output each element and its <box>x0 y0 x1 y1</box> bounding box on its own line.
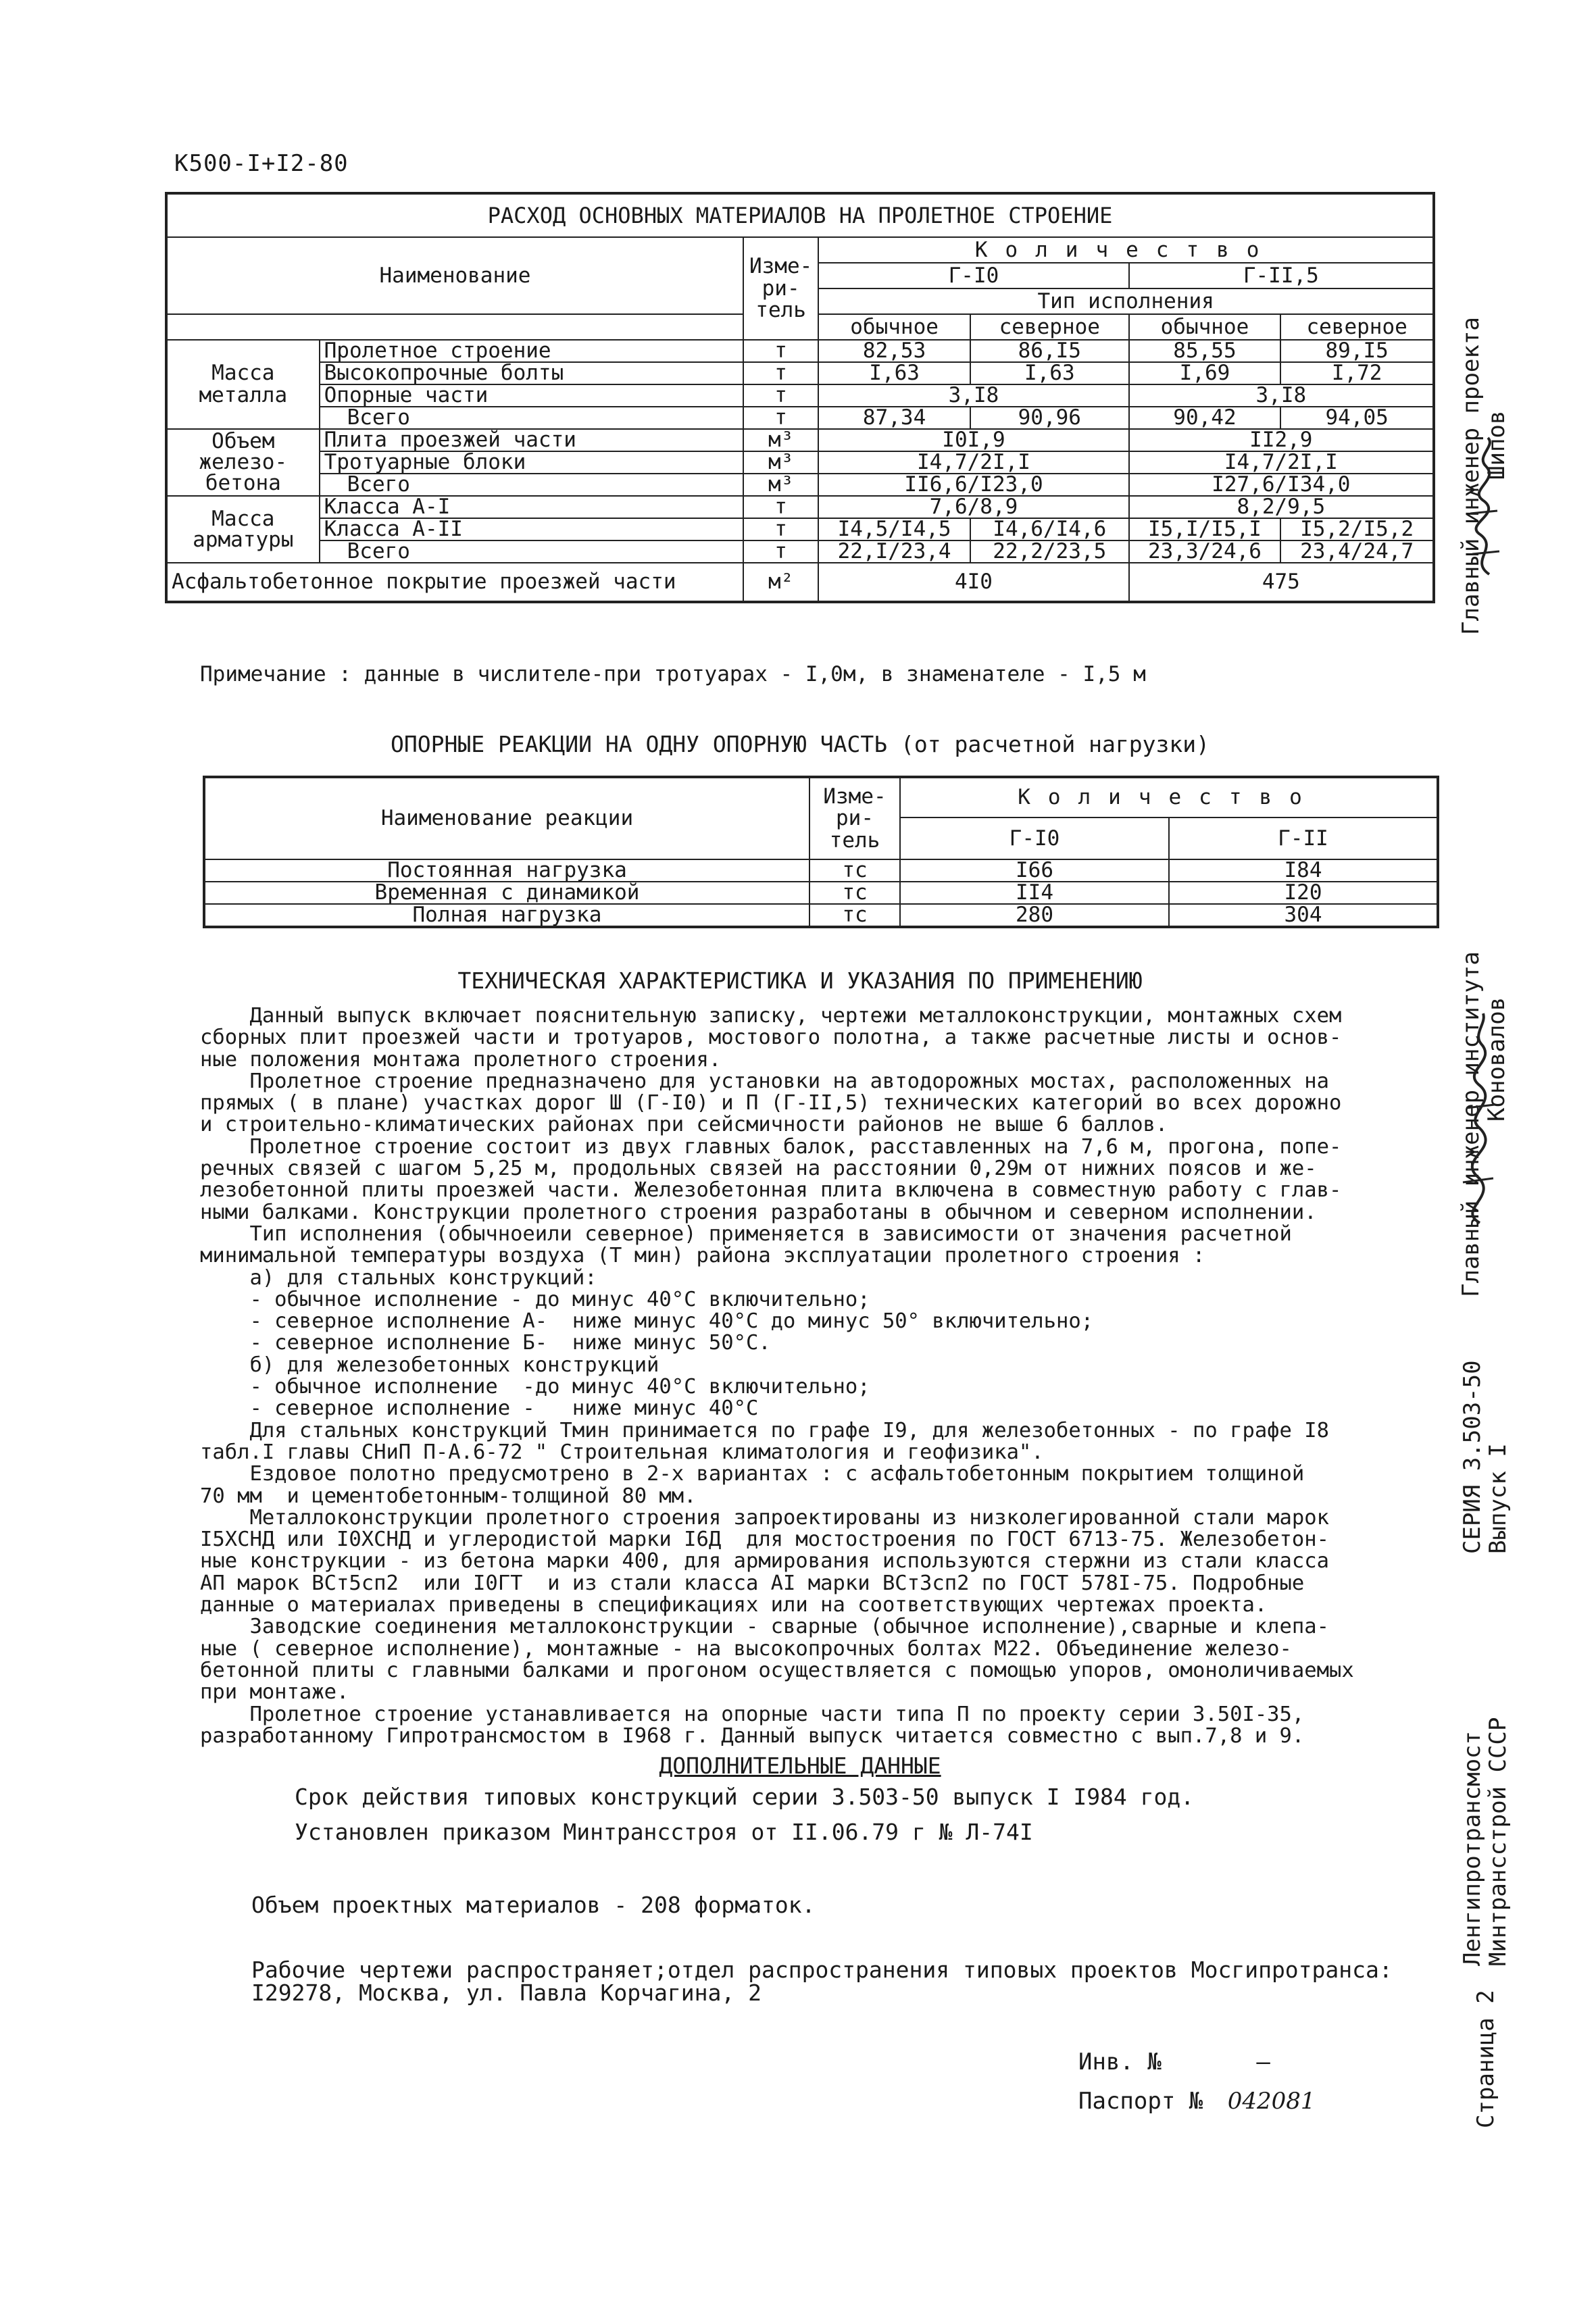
row-name: Всего <box>320 474 743 496</box>
group-g10-header: Г-I0 <box>900 818 1169 859</box>
cell: 22,I/23,4 <box>818 540 970 563</box>
tech-line: Данный выпуск включает пояснительную записку, чертежи металлоконструкции, монтажных схем <box>200 1004 1342 1028</box>
order-text: Установлен приказом Минтрансстроя от II.06.79 г № Л-74I <box>295 1819 1033 1845</box>
cell: 475 <box>1129 563 1434 602</box>
tech-line: данные о материалах приведены в спецификациях или на соответствующих чертежах проекта. <box>200 1593 1268 1617</box>
tech-line: б) для железобетонных конструкций <box>200 1353 659 1377</box>
cell: 82,53 <box>818 340 970 362</box>
cell: 4I0 <box>818 563 1128 602</box>
asphalt-unit: м² <box>743 563 818 602</box>
col-qty-header: Количество <box>900 777 1438 818</box>
cell: 90,96 <box>970 407 1129 429</box>
cell: 22,2/23,5 <box>970 540 1129 563</box>
cell: 280 <box>900 904 1169 927</box>
inventory-value: – <box>1256 2048 1270 2076</box>
cell: I0I,9 <box>818 429 1128 451</box>
tech-body <box>200 1005 1430 1747</box>
document-code: К500-I+I2-80 <box>174 150 349 177</box>
tech-line: сборных плит проезжей части и тротуаров, мостового полотна, а также расчетные листы и основ- <box>200 1026 1342 1050</box>
tech-line: речных связей с шагом 5,25 м, продольных связей на расстоянии 0,29м от нижних поясов и же- <box>200 1157 1317 1181</box>
cell: 7,6/8,9 <box>818 496 1128 518</box>
side-series-title: СЕРИЯ 3.503-50 <box>1459 1360 1486 1554</box>
tech-line: ные ( северное исполнение), монтажные - на высокопрочных болтах М22. Объединение железо- <box>200 1636 1292 1661</box>
cell: I5,2/I5,2 <box>1280 518 1434 540</box>
row-unit: тс <box>809 859 900 882</box>
group-metal: Масса металла <box>166 340 320 429</box>
tech-line: Для стальных конструкций Тмин принимается по графе I9, для железобетонных - по графе I8 <box>200 1418 1329 1442</box>
row-unit: т <box>743 384 818 407</box>
tech-line: минимальной температуры воздуха (Т мин) района эксплуатации пролетного строения : <box>200 1244 1205 1268</box>
subheader: обычное <box>1129 314 1281 340</box>
side-chief-name: Шипов <box>1483 410 1510 480</box>
materials-table-title: РАСХОД ОСНОВНЫХ МАТЕРИАЛОВ НА ПРОЛЕТНОЕ СТРОЕНИЕ <box>166 193 1434 237</box>
group-g115-header: Г-II,5 <box>1129 263 1434 288</box>
tech-line: 70 мм и цементобетонным-толщиной 80 мм. <box>200 1484 697 1508</box>
col-unit-header: Изме- ри- тель <box>809 777 900 859</box>
tech-line: разработанному Гипротрансмостом в I968 г. Данный выпуск читается совместно с вып.7,8 и 9. <box>200 1724 1305 1748</box>
row-unit: т <box>743 362 818 384</box>
cell: 90,42 <box>1129 407 1281 429</box>
cell: 23,4/24,7 <box>1280 540 1434 563</box>
side-series <box>1460 1360 1511 1554</box>
header-spacer <box>166 314 743 340</box>
cell: I27,6/I34,0 <box>1129 474 1434 496</box>
tech-line: - северное исполнение А- ниже минус 40°С до минус 50° включительно; <box>200 1309 1094 1334</box>
side-chief-title: Главный инженер проекта <box>1457 317 1485 635</box>
tech-line: а) для стальных конструкций: <box>200 1265 597 1290</box>
volume-text: Объем проектных материалов - 208 форматок. <box>251 1892 816 1918</box>
tech-line: табл.I главы СНиП П-А.6-72 " Строительная климатология и геофизика". <box>200 1440 1044 1464</box>
cell: 3,I8 <box>1129 384 1434 407</box>
signature-chief-institute <box>1453 1007 1507 1230</box>
table-note: Примечание : данные в числителе-при тротуарах - I,0м, в знаменателе - I,5 м <box>200 662 1146 686</box>
asphalt-name: Асфальтобетонное покрытие проезжей части <box>166 563 743 602</box>
subheader: северное <box>970 314 1129 340</box>
passport-number: 042081 <box>1227 2088 1316 2115</box>
tech-line: ные конструкции - из бетона марки 400, для армирования используются стержни из стали класса <box>200 1549 1329 1574</box>
distribution-address: I29278, Москва, ул. Павла Корчагина, 2 <box>251 1980 762 2006</box>
signature-chief-engineer <box>1462 432 1510 581</box>
tech-line: Ездовое полотно предусмотрено в 2-х вариантах : с асфальтобетонным покрытием толщиной <box>200 1462 1305 1486</box>
row-unit: т <box>743 540 818 563</box>
passport-line <box>1078 2088 1316 2115</box>
col-reaction-name: Наименование реакции <box>204 777 809 859</box>
cell: 3,I8 <box>818 384 1128 407</box>
reactions-table <box>203 776 1439 928</box>
passport-label: Паспорт № <box>1078 2088 1203 2115</box>
reactions-heading: ОПОРНЫЕ РЕАКЦИИ НА ОДНУ ОПОРНУЮ ЧАСТЬ (от расчетной нагрузки) <box>391 731 1210 757</box>
row-name: Класса А-I <box>320 496 743 518</box>
side-page-number <box>1473 1990 1499 2128</box>
cell: 8,2/9,5 <box>1129 496 1434 518</box>
cell: 85,55 <box>1129 340 1281 362</box>
cell: 94,05 <box>1280 407 1434 429</box>
side-institute-name: Коновалов <box>1483 997 1510 1122</box>
group-g10-header: Г-I0 <box>818 263 1128 288</box>
row-name: Класса А-II <box>320 518 743 540</box>
additional-heading: ДОПОЛНИТЕЛЬНЫЕ ДАННЫЕ <box>659 1753 941 1779</box>
validity-text: Срок действия типовых конструкций серии 3.503-50 выпуск I I984 год. <box>295 1784 1195 1810</box>
tech-line: Пролетное строение предназначено для установки на автодорожных мостах, расположенных на <box>200 1069 1329 1093</box>
cell: II4 <box>900 882 1169 904</box>
cell: II2,9 <box>1129 429 1434 451</box>
cell: II6,6/I23,0 <box>818 474 1128 496</box>
tech-line: прямых ( в плане) участках дорог Ш (Г-I0) и П (Г-II,5) технических категорий во всех дорожно <box>200 1091 1342 1115</box>
side-institute-title: Главный инженер института <box>1457 951 1485 1297</box>
cell: I5,I/I5,I <box>1129 518 1281 540</box>
cell: I84 <box>1169 859 1438 882</box>
group-rebar: Масса арматуры <box>166 496 320 563</box>
side-org-name: Ленгипротрансмост <box>1459 1731 1486 1966</box>
tech-line: и строительно-климатических районах при сейсмичности районов не выше 6 баллов. <box>200 1113 1168 1137</box>
page-number: Страница 2 <box>1472 1990 1499 2128</box>
side-organization <box>1460 1717 1511 1966</box>
row-unit: тс <box>809 904 900 927</box>
tech-line: бетонной плиты с главными балками и прогоном осуществляется с помощью упоров, омоноличиваемых <box>200 1658 1354 1682</box>
cell: 89,I5 <box>1280 340 1434 362</box>
row-name: Всего <box>320 540 743 563</box>
row-name: Тротуарные блоки <box>320 451 743 474</box>
cell: I,63 <box>818 362 970 384</box>
side-series-issue: Выпуск I <box>1485 1443 1512 1554</box>
row-unit: м³ <box>743 451 818 474</box>
tech-line: - обычное исполнение -до минус 40°С включительно; <box>200 1375 870 1399</box>
cell: I4,6/I4,6 <box>970 518 1129 540</box>
tech-line: Заводские соединения металлоконструкции - сварные (обычное исполнение),сварные и клепа- <box>200 1615 1329 1639</box>
cell: I,72 <box>1280 362 1434 384</box>
row-name: Временная с динамикой <box>204 882 809 904</box>
tech-line: - северное исполнение - ниже минус 40°С <box>200 1397 759 1421</box>
cell: 86,I5 <box>970 340 1129 362</box>
inventory-line <box>1078 2048 1270 2076</box>
cell: I,69 <box>1129 362 1281 384</box>
distribution-text: Рабочие чертежи распространяет;отдел распространения типовых проектов Мосгипротранса: <box>251 1957 1393 1983</box>
cell: I66 <box>900 859 1169 882</box>
cell: I4,5/I4,5 <box>818 518 970 540</box>
group-g11-header: Г-II <box>1169 818 1438 859</box>
row-name: Постоянная нагрузка <box>204 859 809 882</box>
tech-line: - обычное исполнение - до минус 40°С включительно; <box>200 1287 870 1311</box>
tech-line: I5ХСНД или I0ХСНД и углеродистой марки I6Д для мостостроения по ГОСТ 6713-75. Железобетон- <box>200 1528 1329 1552</box>
row-unit: м³ <box>743 474 818 496</box>
cell: 87,34 <box>818 407 970 429</box>
row-name: Всего <box>320 407 743 429</box>
tech-line: ные положения монтажа пролетного строения. <box>200 1047 722 1072</box>
row-name: Опорные части <box>320 384 743 407</box>
tech-line: лезобетонной плиты проезжей части. Железобетонная плита включена в совместную работу с глав- <box>200 1178 1342 1203</box>
materials-table <box>165 192 1435 603</box>
row-name: Пролетное строение <box>320 340 743 362</box>
cell: I4,7/2I,I <box>1129 451 1434 474</box>
row-name: Плита проезжей части <box>320 429 743 451</box>
cell: 304 <box>1169 904 1438 927</box>
row-unit: м³ <box>743 429 818 451</box>
col-qty-header: Количество <box>818 237 1434 263</box>
tech-line: АП марок ВСт5сп2 или I0ГТ и из стали класса АI марки ВСт3сп2 по ГОСТ 578I-75. Подробные <box>200 1571 1305 1595</box>
tech-line: при монтаже. <box>200 1680 349 1705</box>
tech-line: Металлоконструкции пролетного строения запроектированы из низколегированной стали марок <box>200 1505 1329 1530</box>
tech-line: Тип исполнения (обычноеили северное) применяется в зависимости от значения расчетной <box>200 1222 1292 1246</box>
side-org-ministry: Минтрансстрой СССР <box>1485 1717 1512 1966</box>
tech-line: ными балками. Конструкции пролетного строения разработаны в обычном и северном исполнении. <box>200 1200 1317 1224</box>
row-unit: т <box>743 407 818 429</box>
subheader: северное <box>1280 314 1434 340</box>
row-name: Высокопрочные болты <box>320 362 743 384</box>
col-unit-header: Изме- ри- тель <box>743 237 818 340</box>
inventory-label: Инв. № <box>1078 2048 1162 2076</box>
row-unit: т <box>743 340 818 362</box>
tech-line: - северное исполнение Б- ниже минус 50°С. <box>200 1331 771 1355</box>
group-concrete: Объем железо- бетона <box>166 429 320 496</box>
row-unit: т <box>743 496 818 518</box>
row-unit: т <box>743 518 818 540</box>
type-header: Тип исполнения <box>818 288 1434 314</box>
row-name: Полная нагрузка <box>204 904 809 927</box>
subheader: обычное <box>818 314 970 340</box>
tech-line: Пролетное строение устанавливается на опорные части типа П по проекту серии 3.50I-35, <box>200 1702 1305 1726</box>
cell: 23,3/24,6 <box>1129 540 1281 563</box>
col-name-header: Наименование <box>166 237 743 314</box>
cell: I4,7/2I,I <box>818 451 1128 474</box>
row-unit: тс <box>809 882 900 904</box>
tech-line: Пролетное строение состоит из двух главных балок, расставленных на 7,6 м, прогона, попе- <box>200 1134 1342 1159</box>
cell: I20 <box>1169 882 1438 904</box>
tech-heading: ТЕХНИЧЕСКАЯ ХАРАКТЕРИСТИКА И УКАЗАНИЯ ПО ПРИМЕНЕНИЮ <box>457 967 1143 994</box>
cell: I,63 <box>970 362 1129 384</box>
